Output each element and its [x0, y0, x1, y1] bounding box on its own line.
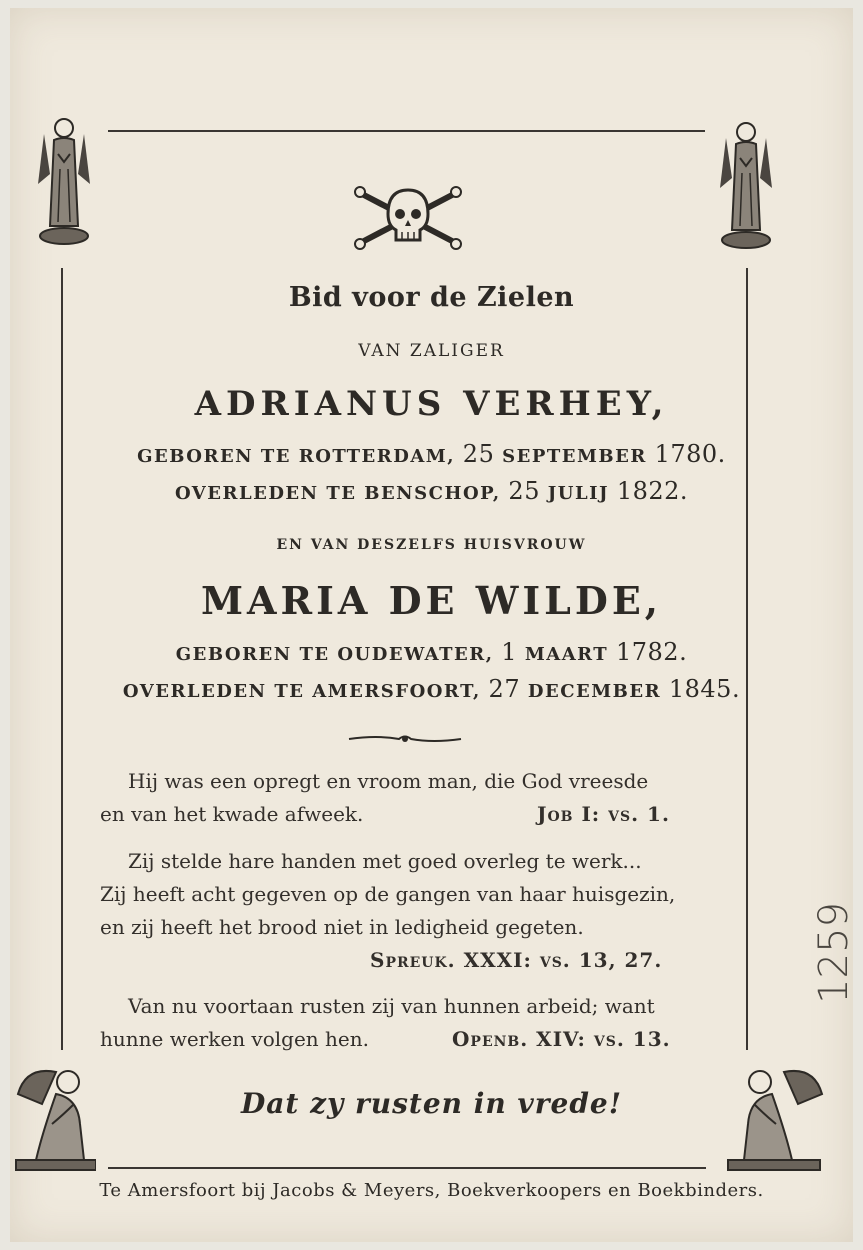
death-year: 1822.: [616, 477, 689, 505]
death-text: OVERLEDEN TE AMERSFOORT,: [122, 681, 481, 702]
printer-imprint: Te Amersfoort bij Jacobs & Meyers, Boekverkoopers en Boekbinders.: [99, 1180, 764, 1201]
death-day: 27: [488, 675, 521, 703]
person2-birth: [0, 638, 863, 666]
person1-death: [0, 477, 863, 505]
birth-text: GEBOREN TE ROTTERDAM,: [137, 446, 456, 467]
verse-reference: Spreuk. XXXI: vs. 13, 27.: [370, 948, 663, 972]
top-rule: [108, 130, 705, 132]
birth-year: 1782.: [616, 638, 688, 666]
birth-day: 1: [501, 638, 518, 666]
praying-angel-icon: [718, 118, 774, 252]
heading: Bid voor de Zielen: [288, 282, 575, 313]
birth-month: MAART: [524, 644, 609, 665]
verse-proverbs: [100, 845, 712, 977]
verse-line: [100, 1023, 712, 1056]
person2-death: [0, 675, 863, 703]
skull-crossbones-icon: [352, 184, 464, 252]
verse-job: [100, 765, 712, 831]
handwritten-number: 1259: [810, 902, 857, 1004]
closing-line: Dat zy rusten in vrede!: [240, 1087, 622, 1120]
death-month: DECEMBER: [527, 681, 662, 702]
spouse-intro: EN VAN DESZELFS HUISVROUW: [276, 537, 587, 553]
death-day: 25: [508, 477, 540, 505]
praying-angel-icon: [36, 114, 92, 248]
birth-year: 1780.: [654, 440, 726, 468]
birth-day: 25: [462, 440, 495, 468]
subheading: VAN ZALIGER: [358, 341, 505, 361]
verse-line: [100, 798, 712, 831]
death-year: 1845.: [668, 675, 741, 703]
verse-reference: Job I: vs. 1.: [537, 802, 670, 826]
verse-line: Hij was een opregt en vroom man, die God vreesde: [128, 769, 649, 793]
verse-line: en zij heeft het brood niet in ledigheid gegeten.: [100, 915, 584, 939]
verse-text: hunne werken volgen hen.: [100, 1027, 369, 1051]
verse-line: Van nu voortaan rusten zij van hunnen arbeid; want: [128, 994, 655, 1018]
death-text: OVERLEDEN TE BENSCHOP,: [174, 483, 501, 504]
person1-name: ADRIANUS VERHEY,: [194, 384, 669, 424]
person1-birth: [0, 440, 863, 468]
death-month: JULIJ: [547, 483, 610, 504]
birth-text: GEBOREN TE OUDEWATER,: [175, 644, 494, 665]
birth-month: SEPTEMBER: [502, 446, 647, 467]
verse-line: Zij heeft acht gegeven op de gangen van haar huisgezin,: [100, 882, 676, 906]
bottom-rule: [108, 1167, 706, 1169]
verse-reference: Openb. XIV: vs. 13.: [452, 1027, 671, 1051]
verse-line: Zij stelde hare handen met goed overleg te werk...: [128, 849, 642, 873]
verse-text: en van het kwade afweek.: [100, 802, 364, 826]
divider-ornament: [347, 732, 463, 746]
verse-revelation: [100, 990, 712, 1056]
person2-name: MARIA DE WILDE,: [200, 578, 663, 623]
